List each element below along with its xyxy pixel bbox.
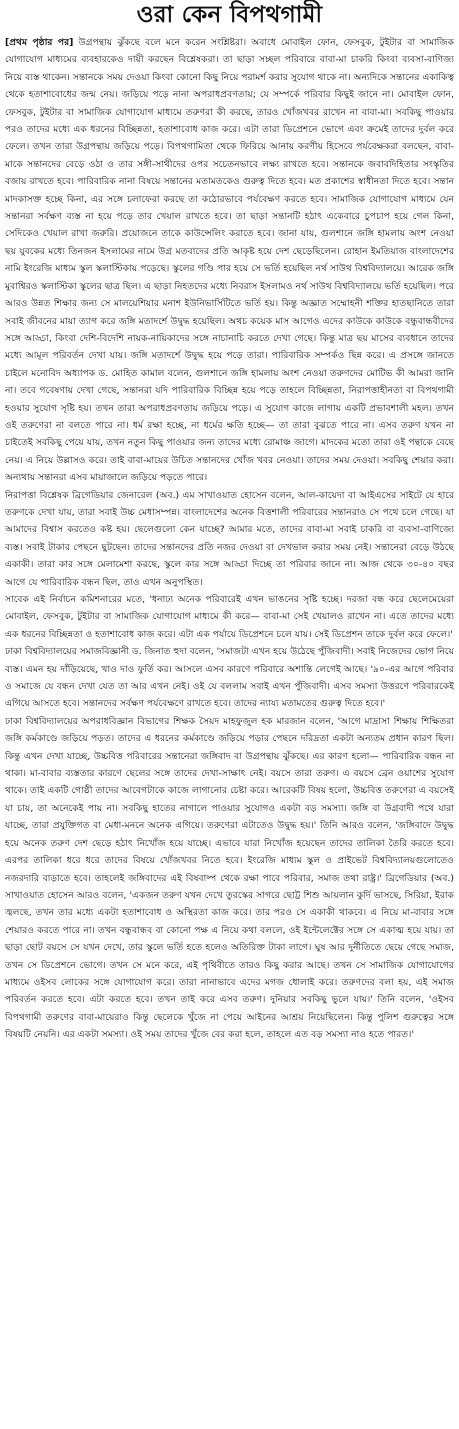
paragraph-text: উগ্রপন্থায় ঝুঁকছে বলে মনে করেন সংশ্লিষ্টরা। অবাধে মোবাইল ফোন, ফেসবুক, টুইটার বা সামাজিক যোগাযোগ মাধ্যমের ব্যবহারকেও দায়ী করছেন বিশ্লেষকরা। তা ছাড়া সচ্ছল পরিবারে বাবা-মা চাকরি কিংবা ব্যবসা-বাণিজ্য নিয়ে ব্যস্ত থাকেন। সন্তানকে সময় দেওয়া কিংবা কোনো কিছু নিয়ে পরামর্শ করার সুযোগ থাকে না। অন্যদিকে সন্তানের একাকিত্ব থেকে হতাশাবোধের জন্ম নেয়। জড়িয়ে পড়ে নানা অপরাধপ্রবণতায়; যে সম্পর্কে পরিবার কিছুই জানে না। মোবাইল ফোন, ফেসবুক, টুইটার বা সামাজিক যোগাযোগ মাধ্যমে তরুণরা কী করছে, তারও খোঁজখবর রাখেন না বাবা-মা। সবকিছু পাওয়ার পরও তাদের মধ্যে এক ধরনের বিচ্ছিন্নতা, হতাশাবোধ কাজ করে। এটা তারা ডিপ্রেশনে ভোগে এবং ক্রমেই তাদের দুর্বল করে ফেলে। তখন তারা উগ্রপন্থায় জড়িয়ে পড়ে। বিপথগামিতা থেকে ফিরিয়ে আনায় করণীয় হিসেবে পর্যবেক্ষকরা বলছেন, বাবা-মাকে সন্তানদের বেড়ে ওঠা ও তার সঙ্গী-সাথীদের ওপর সচেতনভাবে লক্ষ্য রাখতে হবে। সন্তানকে জবাবদিহিতার সংস্কৃতির বজায় রাখতে হবে। পারিবারিক নানা বিষয়ে সন্তানের মতামতকেও গুরুত্ব দিতে হবে। মত প্রকাশের স্বাধীনতা দিতে হবে। সন্তান মাদকাসক্ত হচ্ছে কিনা, এর সঙ্গে চলাফেরা করছে তা কঠোরভাবে পর্যবেক্ষণ করতে হবে। সামাজিক যোগাযোগ মাধ্যমে যেন সন্তানরা সর্বক্ষণ ব্যস্ত না হয়ে পড়ে তার খেয়াল রাখতে হবে। তা ছাড়া সন্তানটি হঠাৎ একেবারে চুপচাপ হয়ে গেল কিনা, সেদিকেও খেয়াল রাখা জরুরি। প্রয়োজনে তাকে কাউন্সেলিং করাতে হবে। জানা যায়, গুলশানে জঙ্গি হামলায় অংশ নেওয়া ছয় যুবকের মধ্যে তিনজন ইসলামের নামে উগ্র মতবাদের প্রতি আকৃষ্ট হয়ে দেশ ছেড়েছিলেন। রোহান ইমতিয়াজ বাংলাদেশের নামি ইংরেজি মাধ্যম স্কুল স্কলাস্টিকায় পড়েছে। স্কুলের গণ্ডি পার হয়ে সে ভর্তি হয়েছিল নর্থ সাউথ বিশ্ববিদ্যালয়ে। আরেক জঙ্গি মুবাশ্বিরও স্কলাস্টিকা স্কুলের ছাত্র ছিল। এ ছাড়া নিহতদের মধ্যে নিবরাস ইসলামও নর্থ সাউথ বিশ্ববিদ্যালয়ে ভর্তি হয়েছিল। পরে আরও উন্নত শিক্ষার জন্য সে মালয়েশিয়ার মনাশ ইউনিভার্সিটিতে ভর্তি হয়। কিন্তু অজ্ঞাত সম্মোহনী শক্তির হাতছানিতে তারা সবাই জীবনের মায়া ত্যাগ করে জঙ্গি মতাদর্শে উদ্বুদ্ধ হয়েছিল। অথচ কয়েক মাস আগেও এদের কাউকে কাউকে বন্ধুবান্ধবীদের সঙ্গে আড্ডা, কিংবা দেশি-বিদেশি নায়ক-নায়িকাদের সঙ্গে নাচানাচি করতে দেখা গেছে। কিন্তু মাত্র ছয় মাসের ব্যবধানে তাদের মধ্যে আমূল পরিবর্তন দেখা যায়। জঙ্গি মতাদর্শে উদ্বুদ্ধ হয়ে পড়ে তারা। পারিবারিক সম্পর্কও ছিন্ন করে। এ প্রসঙ্গে জানতে চাইলে মনোবিদ অধ্যাপক ড. মোহিত কামাল বলেন, গুলশানে জঙ্গি হামলায় অংশ নেওয়া তরুণদের মোটিভ কী আমরা জানি না। তবে গবেষণায় দেখা গেছে, সন্তানরা যদি পারিবারিক বিচ্ছিন্ন হয়ে পড়ে তাহলে বিচ্ছিন্নতা, নিরাপত্তাহীনতা বা বিপথগামী হওয়ার সুযোগ সৃষ্টি হয়। তখন তারা অপরাধপ্রবণতায় জড়িয়ে পড়ে। এ সুযোগ কাজে লাগায় একটি প্রভাবশালী মহল। তখন ওই তরুণেরা না বলতে পারে না। ধর্ম রক্ষা হচ্ছে, না ধর্মের ক্ষতি হচ্ছে— তা তারা বুঝতে পারে না। এসব তরুণ যখন না চাইতেই সবকিছু পেয়ে যায়, তখন নতুন কিছু পাওয়ার জন্য তাদের মধ্যে রোমাঞ্চ জাগে। মাদকের মতো তারা ওই পন্থাকে বেছে নেয়। এ নিয়ে উল্লাসও করে। তাই বাবা-মায়ের উচিত সন্তানদের খোঁজ খবর নেওয়া। তাদের সময় দেওয়া। সবকিছু শেয়ার করা। অন্যথায় সন্তানরা এসব মায়াজালে জড়িয়ে পড়তে পারে। bbox=[5, 37, 454, 484]
headline: ওরা কেন বিপথগামী bbox=[136, 2, 323, 28]
paragraph: সাবেক এই নির্বাচন কমিশনারের মতে, 'ধনাঢ্য অনেক পরিবারেই এখন ভাঙনের সৃষ্টি হচ্ছে। দরজা বন্ধ করে ছেলেমেয়েরা মোবাইল, ফেসবুক, টুইটার বা সামাজিক যোগাযোগ মাধ্যমে কী করে— বাবা-মা সেই খেয়ালও রাখেন না। এতে তাদের মধ্যে এক ধরনের বিচ্ছিন্নতা ও হতাশাবোধ কাজ করে। এটা এক পর্যায়ে ডিপ্রেশনে চলে যায়। সেই ডিপ্রেশন তাকে দুর্বল করে ফেলে।' bbox=[5, 594, 454, 640]
article-body bbox=[5, 34, 454, 1044]
paragraph: নিরাপত্তা বিশ্লেষক ব্রিগেডিয়ার জেনারেল (অব.) এম সাখাওয়াত হোসেন বলেন, আল-কায়েদা বা আইএসের সাইটে যে হারে তরুণকে দেখা যায়, তারা সবাই উচ্চ মেধাসম্পন্ন। বাংলাদেশের অনেক বিত্তশালী পরিবারের সন্তানরাও সে পথে চলে গেছে। যা আমাদের বিশ্বাস করতেও কষ্ট হয়। ছেলেগুলো কেন যাচ্ছে? আমার মতে, তাদের বাবা-মা সবাই চাকরি বা ব্যবসা-বাণিজ্যে ব্যস্ত। সবাই টাকার পেছনে ছুটছেন। তাদের সন্তানদের প্রতি নজর দেওয়া বা দেখভাল করার সময় নেই। সন্তানেরা বেড়ে উঠছে একাকী। তারা কার সঙ্গে মেলামেশা করছে, স্কুলে কার সঙ্গে আড্ডা দিচ্ছে তা পরিবার জানে না। আজ থেকে ৩০-৪০ বছর আগে যে পারিবারিক বন্ধন ছিল, তাও এখন অনুপস্থিত। bbox=[5, 489, 454, 588]
newspaper-page bbox=[0, 1, 459, 1429]
paragraph: ঢাকা বিশ্ববিদ্যালয়ের অপরাধবিজ্ঞান বিভাগের শিক্ষক সৈয়দ মাহফুজুল হক মারজান বলেন, 'আগে মাদ্রাসা শিক্ষায় শিক্ষিতরা জঙ্গি কর্মকাণ্ডে জড়িয়ে পড়ত। তাদের এ ধরনের কর্মকাণ্ডে জড়িয়ে পড়ার পেছনে দরিদ্রতা একটা অন্যতম প্রধান কারণ ছিল। কিন্তু এখন দেখা যাচ্ছে, উচ্চবিত্ত পরিবারের সন্তানেরা জঙ্গিবাদ বা উগ্রপন্থায় ঝুঁকছে। এর কারণ হলো— পারিবারিক বন্ধন না থাকা। মা-বাবার ব্যস্ততার কারণে ছেলের সঙ্গে তাদের দেখা-সাক্ষাৎ নেই। বয়সে তারা তরুণ। এ বয়সে ব্রেন ওয়াশের সুযোগ থাকে। তাই একটি গোষ্ঠী তাদের আবেগটাকে কাজে লাগানোর চেষ্টা করে। আরেকটি বিষয় হলো, উচ্চবিত্ত তরুণেরা এ বয়সেই যা চায়, তা অনেকেই পায় না। সবকিছু হাতের নাগালে পাওয়ার সুযোগও একটা বড় সমস্যা। জঙ্গি বা উগ্রবাদী পথে যারা যাচ্ছে, তারা প্রযুক্তিগত বা মেধা-মননে অনেক এগিয়ে। তরুণেরা এটাতেও উদ্বুদ্ধ হয়।' তিনি আরও বলেন, 'জঙ্গিবাদে উদ্বুদ্ধ হয়ে অনেক তরুণ দেশ ছেড়ে হঠাৎ নিখোঁজ হয়ে যাচ্ছে। এভাবে যারা নিখোঁজ হয়েছেন তাদের তালিকা তৈরি করতে হবে। এরপর তালিকা ধরে ধরে তাদের বিষয়ে খোঁজখবর নিতে হবে। ইংরেজি মাধ্যম স্কুল ও প্রাইভেট বিশ্ববিদ্যালয়গুলোতেও নজরদারি বাড়াতে হবে। তাহলেই জঙ্গিবাদের এই বিষবাষ্প থেকে রক্ষা পাবে পরিবার, সমাজ তথা রাষ্ট্র।' ব্রিগেডিয়ার (অব.) সাখাওয়াত হোসেন আরও বলেন, 'একজন তরুণ যখন দেখে তুরস্কের সাগরে ছোট্ট শিশু আয়লান কুর্দি ভাসছে, সিরিয়া, ইরাক জ্বলছে, তখন তার মধ্যে একটা হতাশাবোধ ও অস্থিরতা কাজ করে। তার পরও সে একাকী থাকবে। এ নিয়ে মা-বাবার সঙ্গে শেয়ারও করতে পারে না। তখন বন্ধুবান্ধব বা কোনো পক্ষ এ নিয়ে কথা বললে, ওই ইন্টেলেক্টের সঙ্গে সে একাত্ম হয়ে যায়। তা ছাড়া ছোট বয়সে সে যখন দেখে, তার স্কুলে ভর্তি হতে হলেও অতিরিক্ত টাকা লাগে। ঘুষ আর দুর্নীতিতে ছেয়ে গেছে সমাজ, তখন সে ডিপ্রেশনে ভোগে। তখন সে মনে করে, এই পৃথিবীতে তারও কিছু করার আছে। তখন সে সামাজিক যোগাযোগের মাধ্যমে ওইসব লোকের সঙ্গে যোগাযোগ করে। তারা নানাভাবে এদের মগজ ধোলাই করে। তরুণদের বলা হয়, এই সমাজ পরিবর্তন করতে হবে। এটা করতে হবে। তখন তাই করে এসব তরুণ। দুনিয়ার সবকিছু ভুলে যায়।' তিনি বলেন, 'ওইসব বিপথগামী তরুণের বাবা-মায়েরাও কিন্তু ছেলেকে খুঁজে না পেয়ে আইনের আশ্রয় নিয়েছিলেন। কিন্তু পুলিশ গুরুত্বের সঙ্গে বিষয়টি নেয়নি। এর একটা সমস্যা। ওই সময় তাদের খুঁজে বের করা হলে, তাহলে এত বড় সমস্যা নাও হতে পারত।' bbox=[5, 715, 454, 1041]
continuation-tag: [প্রথম পৃষ্ঠার পর] bbox=[5, 37, 74, 48]
paragraph bbox=[5, 34, 454, 487]
paragraph: ঢাকা বিশ্ববিদ্যালয়ের সমাজবিজ্ঞানী ড. জিনাত হুদা বলেন, 'সমাজটা এখন হয়ে উঠেছে পুঁজিবাদী। সবাই নিজেদের ভোগ নিয়ে ব্যস্ত। এমন হয় দাঁড়িয়েছে, খাও দাও ফুর্তি কর। আসলে এসব কারণে পরিবারে অশান্তি লেগেই আছে। '৯০-এর আগে পরিবার ও সমাজে যে বন্ধন দেখা যেত তা আর এখন নেই। ওই যে বললাম সবাই এখন পুঁজিবাদী। এসব সমস্যা উত্তরণে পরিবারকেই এগিয়ে আসতে হবে। সন্তানদের সর্বক্ষণ পর্যবেক্ষণে রাখতে হবে। তাদের ন্যায্য মতামতের গুরুত্ব দিতে হবে।' bbox=[5, 646, 455, 710]
